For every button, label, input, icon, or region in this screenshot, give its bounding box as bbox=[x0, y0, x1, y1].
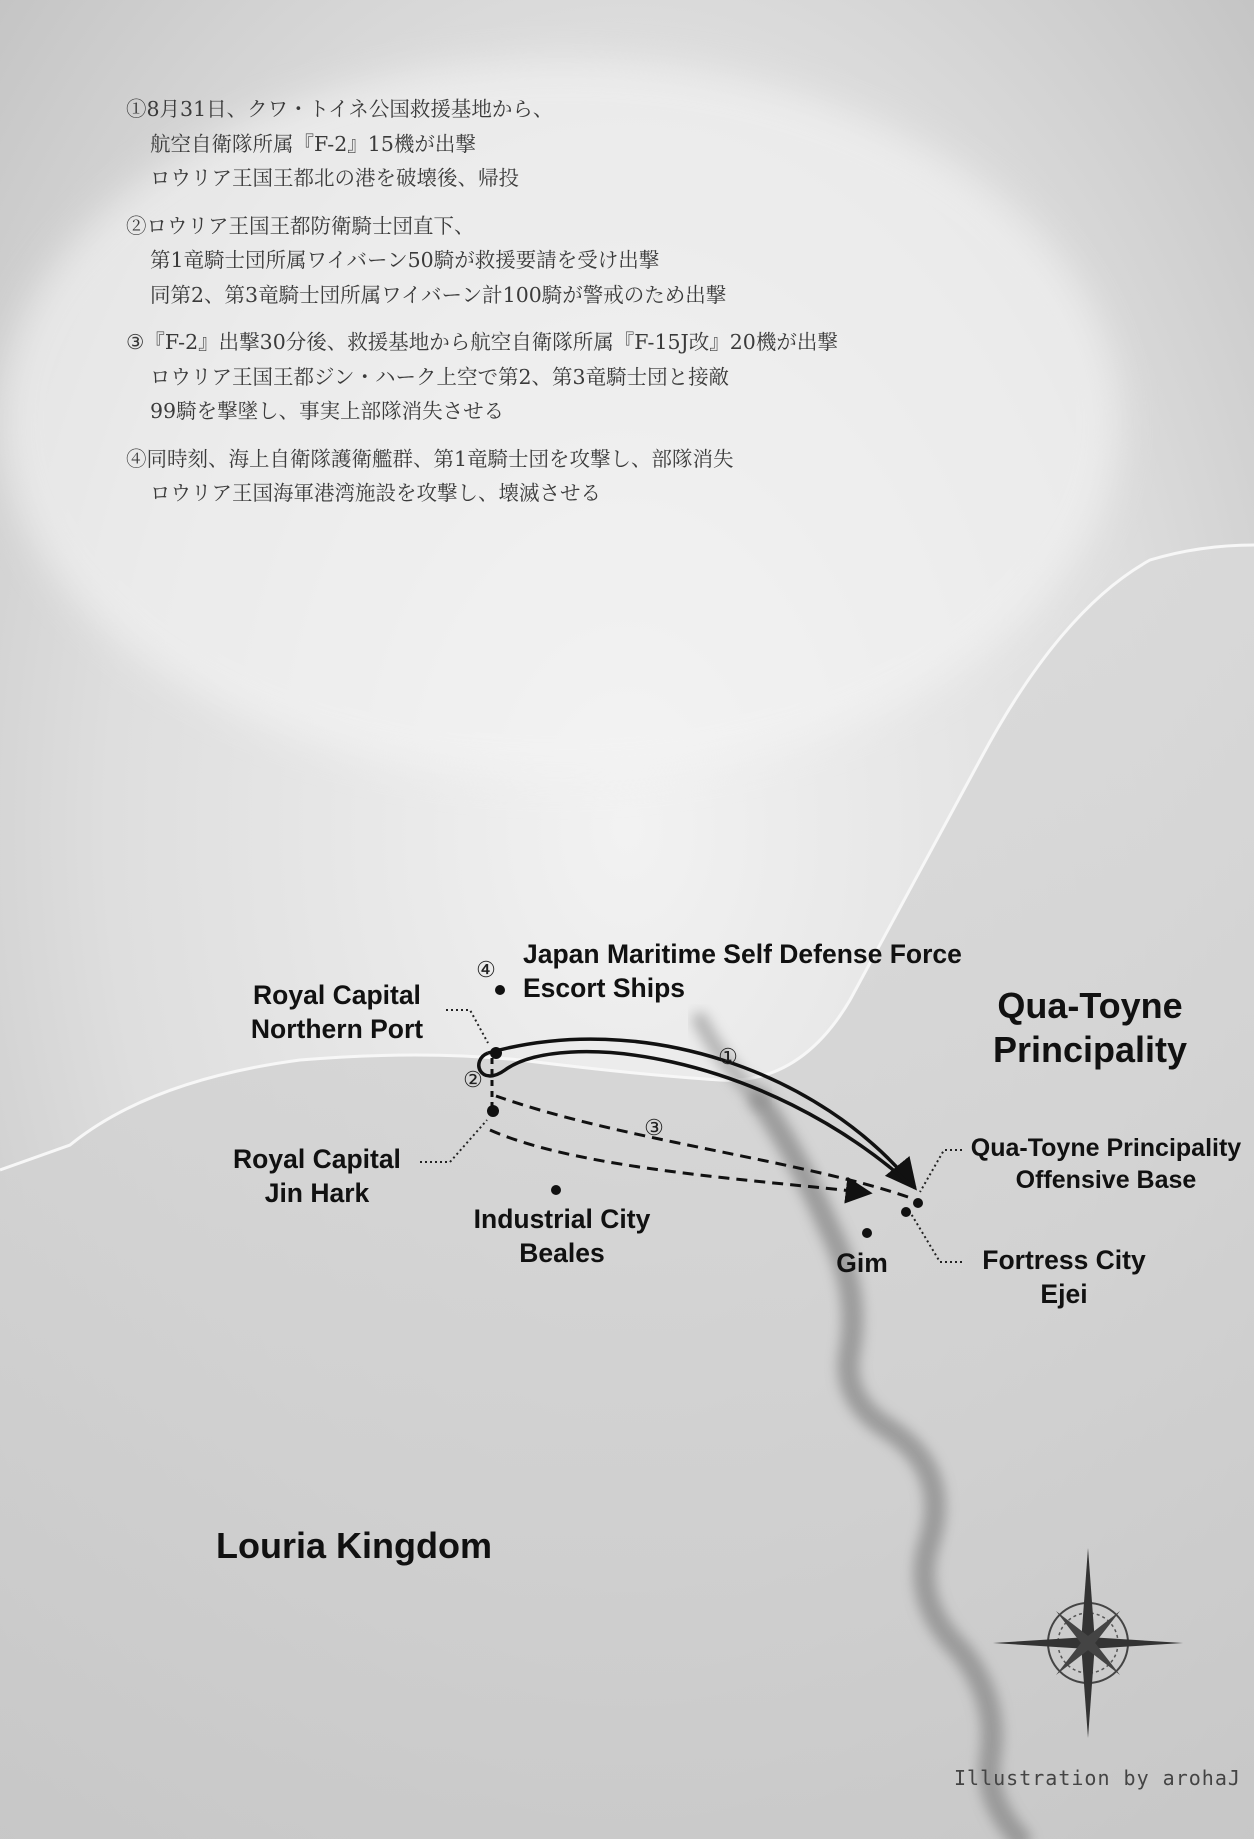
legend-entry-2-line-2: 第1竜騎士団所属ワイバーン50騎が救援要請を受け出撃 bbox=[150, 248, 660, 272]
label-gim bbox=[812, 1246, 912, 1280]
label-jmsdf-line-2: Escort Ships bbox=[523, 973, 685, 1003]
illustration-credit: Illustration by arohaJ bbox=[954, 1766, 1241, 1790]
region-louria-text: Louria Kingdom bbox=[216, 1525, 492, 1566]
label-jin-hark-line-1: Royal Capital bbox=[233, 1144, 401, 1174]
legend-entry-2-line-1: ②ロウリア王国王都防衛騎士団直下、 bbox=[126, 213, 475, 238]
dot-gim bbox=[862, 1228, 872, 1238]
legend-entry-4 bbox=[126, 442, 986, 511]
legend-entry-1-line-2: 航空自衛隊所属『F-2』15機が出撃 bbox=[150, 131, 476, 156]
route-marker-2: ② bbox=[463, 1068, 483, 1093]
region-qua-toyne-line-2: Principality bbox=[992, 1029, 1188, 1070]
dot-beales bbox=[551, 1185, 561, 1195]
label-beales-line-2: Beales bbox=[519, 1238, 605, 1268]
route-marker-1: ① bbox=[718, 1045, 738, 1070]
label-jmsdf-line-1: Japan Maritime Self Defense Force bbox=[523, 939, 962, 969]
dot-ejei bbox=[901, 1207, 911, 1217]
legend-entry-1-line-3: ロウリア王国王都北の港を破壊後、帰投 bbox=[150, 166, 519, 190]
legend-entry-3-line-2: ロウリア王国王都ジン・ハーク上空で第2、第3竜騎士団と接敵 bbox=[150, 364, 730, 389]
region-qua-toyne-line-1: Qua-Toyne bbox=[997, 985, 1183, 1026]
label-offensive-base-line-2: Offensive Base bbox=[1015, 1166, 1197, 1194]
label-ejei bbox=[957, 1243, 1171, 1311]
label-beales bbox=[448, 1202, 676, 1270]
route-marker-4: ④ bbox=[476, 958, 496, 983]
label-jin-hark bbox=[212, 1142, 422, 1210]
legend-entry-3-line-1: ③『F-2』出撃30分後、救援基地から航空自衛隊所属『F-15J改』20機が出撃 bbox=[126, 330, 838, 354]
region-louria bbox=[216, 1524, 492, 1568]
label-northern-port-line-2: Northern Port bbox=[250, 1014, 424, 1044]
label-offensive-base bbox=[958, 1132, 1254, 1196]
legend-entry-4-line-2: ロウリア王国海軍港湾施設を攻撃し、壊滅させる bbox=[150, 481, 601, 505]
label-northern-port-line-1: Royal Capital bbox=[253, 980, 421, 1010]
legend-entry-3-line-3: 99騎を撃墜し、事実上部隊消失させる bbox=[150, 399, 505, 423]
legend-entry-1 bbox=[126, 92, 986, 196]
dot-offensive-base bbox=[913, 1198, 923, 1208]
label-ejei-line-2: Ejei bbox=[1040, 1279, 1088, 1309]
label-jmsdf bbox=[523, 937, 962, 1005]
region-qua-toyne bbox=[962, 984, 1218, 1072]
legend-entry-2-line-3: 同第2、第3竜騎士団所属ワイバーン計100騎が警戒のため出撃 bbox=[150, 282, 727, 307]
label-ejei-line-1: Fortress City bbox=[982, 1245, 1146, 1275]
legend-entry-4-line-1: ④同時刻、海上自衛隊護衛艦群、第1竜騎士団を攻撃し、部隊消失 bbox=[126, 446, 734, 471]
legend-entry-1-line-1: ①8月31日、クワ・トイネ公国救援基地から、 bbox=[126, 97, 554, 121]
route-marker-3: ③ bbox=[644, 1116, 664, 1141]
dot-jmsdf bbox=[495, 985, 505, 995]
dot-northern-port bbox=[490, 1047, 502, 1059]
legend-entry-2 bbox=[126, 209, 986, 313]
label-offensive-base-line-1: Qua-Toyne Principality bbox=[970, 1134, 1242, 1162]
label-jin-hark-line-2: Jin Hark bbox=[264, 1178, 370, 1208]
legend-entry-3 bbox=[126, 325, 986, 429]
label-gim-text: Gim bbox=[836, 1248, 888, 1278]
legend bbox=[126, 92, 986, 524]
label-beales-line-1: Industrial City bbox=[473, 1204, 651, 1234]
label-northern-port bbox=[226, 978, 448, 1046]
dot-jin-hark bbox=[487, 1105, 499, 1117]
